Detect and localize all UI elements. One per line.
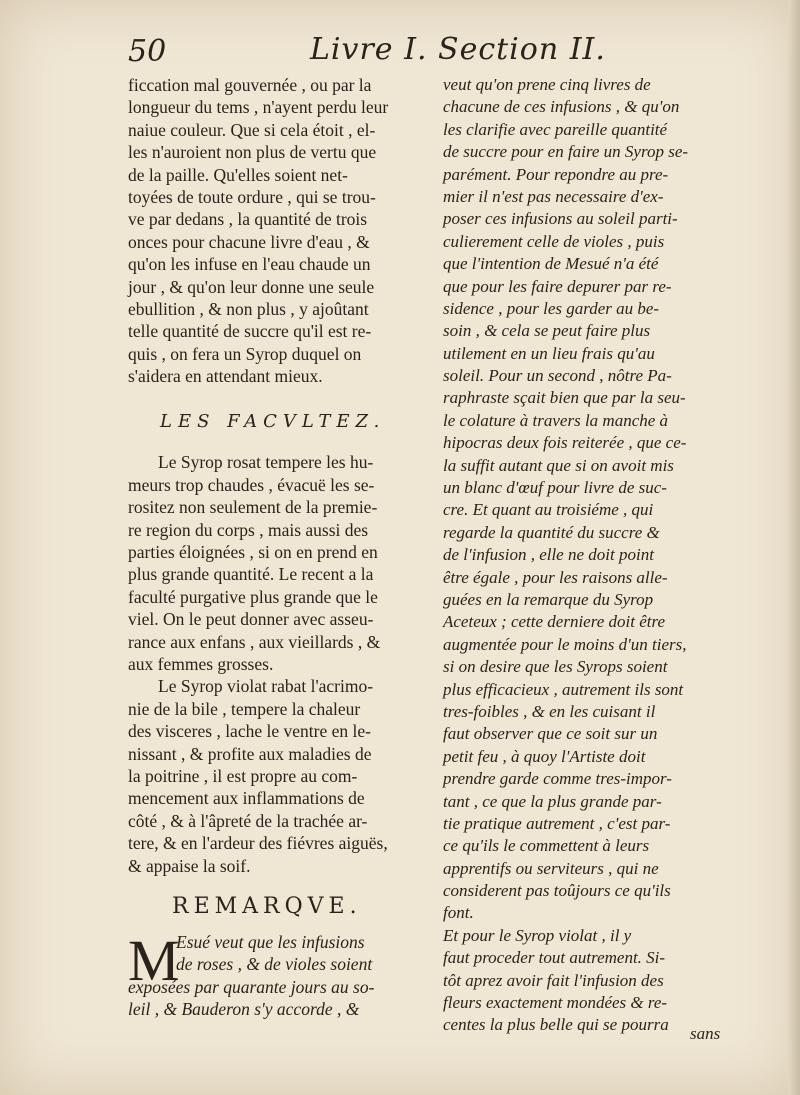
text-line: parément. Pour repondre au pre- xyxy=(443,164,669,184)
text-line: Et pour le Syrop violat , il y xyxy=(443,925,632,945)
text-line: mencement aux inflammations de xyxy=(128,788,365,809)
right-column xyxy=(443,74,743,1037)
text-line: la poitrine , il est propre au com- xyxy=(128,765,358,786)
paragraph-syrop-violat xyxy=(128,675,428,877)
text-line: jour , & qu'on leur donne une seule xyxy=(128,276,375,297)
text-line: sidence , pour les garder au be- xyxy=(443,298,660,318)
text-line: raphraste sçait bien que par la seu- xyxy=(443,388,686,408)
text-line: des visceres , lache le ventre en le- xyxy=(128,721,371,742)
text-line: nie de la bile , tempere la chaleur xyxy=(128,698,361,719)
text-line: ve par dedans , la quantité de trois xyxy=(128,209,368,230)
text-line: hipocras deux fois reiterée , que ce- xyxy=(443,433,687,453)
text-line: & appaise la soif. xyxy=(128,855,251,876)
text-line: petit feu , à quoy l'Artiste doit xyxy=(443,746,646,766)
text-line: naiue couleur. Que si cela étoit , el- xyxy=(128,119,376,140)
text-line: ficcation mal gouvernée , ou par la xyxy=(128,75,372,95)
text-line: aux femmes grosses. xyxy=(128,653,274,674)
text-line: meurs trop chaudes , évacuë les se- xyxy=(128,474,375,495)
text-line: augmentée pour le moins d'un tiers, xyxy=(443,634,687,654)
text-line: le colature à travers la manche à xyxy=(443,410,669,430)
catchword: sans xyxy=(690,1024,721,1043)
text-line: côté , & à l'âpreté de la trachée ar- xyxy=(128,810,368,831)
left-column xyxy=(128,74,428,1020)
text-line: culierement celle de violes , puis xyxy=(443,231,665,251)
section-heading-remarque: REMARQVE. xyxy=(172,893,362,919)
text-line: fleurs exactement mondées & re- xyxy=(443,993,668,1013)
text-line: tres-foibles , & en les cuisant il xyxy=(443,701,656,721)
text-line: faculté purgative plus grande que le xyxy=(128,586,378,607)
text-line: nissant , & profite aux maladies de xyxy=(128,743,372,764)
text-line: chacune de ces infusions , & qu'on xyxy=(443,97,680,117)
paragraph-dessiccation xyxy=(128,74,428,387)
text-line: Le Syrop violat rabat l'acrimo- xyxy=(158,676,374,697)
text-line: tant , ce que la plus grande par- xyxy=(443,791,662,811)
text-line: de l'infusion , elle ne doit point xyxy=(443,545,654,565)
text-line: que l'intention de Mesué n'a été xyxy=(443,254,659,274)
text-line: un blanc d'œuf pour livre de suc- xyxy=(443,478,667,498)
text-line: Le Syrop rosat tempere les hu- xyxy=(158,452,374,473)
running-head: Livre I. Section II. xyxy=(310,32,606,67)
drop-cap: M xyxy=(128,927,180,993)
section-heading-facultes: LES FACVLTEZ. xyxy=(160,411,386,433)
text-line: parties éloignées , si on en prend en xyxy=(128,542,378,563)
text-line: soin , & cela se peut faire plus xyxy=(443,321,651,341)
text-line: re region du corps , mais aussi des xyxy=(128,519,369,540)
text-line: les n'auroient non plus de vertu que xyxy=(128,142,377,163)
text-line: onces pour chacune livre d'eau , & xyxy=(128,231,370,252)
text-line: faut proceder tout autrement. Si- xyxy=(443,948,666,968)
text-line: apprentifs ou serviteurs , qui ne xyxy=(443,858,659,878)
text-line: ebullition , & non plus , y ajoûtant xyxy=(128,298,369,319)
text-line: quis , on fera un Syrop duquel on xyxy=(128,343,362,364)
text-line: tôt aprez avoir fait l'infusion des xyxy=(443,970,664,990)
text-line: qu'on les infuse en l'eau chaude un xyxy=(128,254,371,275)
text-line: faut observer que ce soit sur un xyxy=(443,724,658,744)
text-line: centes la plus belle qui se pourra xyxy=(443,1015,669,1035)
text-line: de la paille. Qu'elles soient net- xyxy=(128,164,348,185)
text-line: rance aux enfans , aux vieillards , & xyxy=(128,631,381,652)
text-line: tere, & en l'ardeur des fiévres aiguës, xyxy=(128,833,388,854)
text-line: la suffit autant que si on avoit mis xyxy=(443,455,674,475)
text-line: telle quantité de succre qu'il est re- xyxy=(128,321,372,342)
text-line: si on desire que les Syrops soient xyxy=(443,657,668,677)
text-line: longueur du tems , n'ayent perdu leur xyxy=(128,97,389,118)
text-line: que pour les faire depurer par re- xyxy=(443,276,672,296)
text-line: tie pratique autrement , c'est par- xyxy=(443,813,671,833)
text-line: considerent pas toûjours ce qu'ils xyxy=(443,881,671,901)
text-line: exposées par quarante jours au so- xyxy=(128,976,375,997)
text-line: toyées de toute ordure , qui se trou- xyxy=(128,186,376,207)
text-line: de succre pour en faire un Syrop se- xyxy=(443,142,689,162)
text-line: font. xyxy=(443,903,474,923)
text-line: rositez non seulement de la premie- xyxy=(128,497,378,518)
text-line: viel. On le peut donner avec asseu- xyxy=(128,609,374,630)
remarque-paragraph xyxy=(128,927,428,1021)
text-line: cre. Et quant au troisiéme , qui xyxy=(443,500,654,520)
text-line: poser ces infusions au soleil parti- xyxy=(443,209,678,229)
text-line: Aceteux ; cette derniere doit être xyxy=(443,612,665,632)
text-line: regarde la quantité du succre & xyxy=(443,522,660,542)
text-line: utilement en un lieu frais qu'au xyxy=(443,343,655,363)
text-line: plus grande quantité. Le recent a la xyxy=(128,564,374,585)
text-line: être égale , pour les raisons alle- xyxy=(443,567,668,587)
text-line: s'aidera en attendant mieux. xyxy=(128,366,323,387)
text-line: prendre garde comme tres-impor- xyxy=(443,769,672,789)
right-column-text xyxy=(443,74,743,1037)
text-line: soleil. Pour un second , nôtre Pa- xyxy=(443,366,672,386)
text-line: Esué veut que les infusions xyxy=(176,931,365,952)
text-line: les clarifie avec pareille quantité xyxy=(443,119,668,139)
text-line: mier il n'est pas necessaire d'ex- xyxy=(443,186,664,206)
text-line: de roses , & de violes soient xyxy=(176,954,373,975)
text-line: guées en la remarque du Syrop xyxy=(443,589,654,609)
text-line: veut qu'on prene cinq livres de xyxy=(443,75,651,94)
page-number: 50 xyxy=(128,34,167,69)
page-edge xyxy=(788,0,800,1095)
text-line: leil , & Bauderon s'y accorde , & xyxy=(128,999,360,1020)
text-line: ce qu'ils le commettent à leurs xyxy=(443,836,650,856)
paragraph-syrop-rosat xyxy=(128,451,428,675)
text-line: plus efficacieux , autrement ils sont xyxy=(443,679,684,699)
